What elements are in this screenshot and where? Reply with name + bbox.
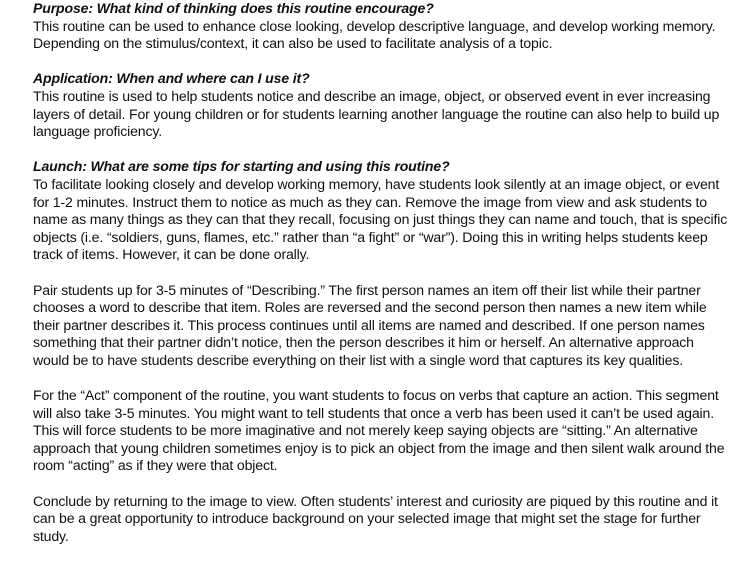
section-heading: Launch: What are some tips for starting and using this routine? xyxy=(33,158,450,175)
section-paragraph: This routine is used to help students notice and describe an image, object, or observed event in ever increasing layers of detail. For young children or for students learning another language the routine can also help to build up language proficiency. xyxy=(33,87,720,140)
section-application xyxy=(33,70,733,140)
section-paragraph: To facilitate looking closely and develop working memory, have students look silently at an image object, or event for 1-2 minutes. Instruct them to notice as much as they can. Remove the image from view and ask students to name as many things as they can that they recall, focusing on just things they can name and touch, that is specific objects (i.e. “soldiers, guns, flames, etc.” rather than “a fight” or “war”). Doing this in writing helps students keep track of items. However, it can be done orally. xyxy=(33,175,728,263)
document-page xyxy=(33,0,733,563)
section-launch xyxy=(33,158,733,545)
section-purpose xyxy=(33,0,733,53)
section-heading: Purpose: What kind of thinking does this routine encourage? xyxy=(33,0,434,16)
section-paragraph: This routine can be used to enhance close looking, develop descriptive language, and develop working memory. Depending on the stimulus/context, it can also be used to facilitate analysis of a topic. xyxy=(33,17,716,52)
section-paragraph: Pair students up for 3-5 minutes of “Describing.” The first person names an item off their list while their partner chooses a word to describe that item. Roles are reversed and the second person then names a new item while their partner describes it. This process continues until all items are named and described. If one person names something that their partner didn’t notice, then the person describes it him or herself. An alternative approach would be to have students describe everything on their list with a single word that captures its key qualities. xyxy=(33,281,707,368)
section-paragraph: Conclude by returning to the image to view. Often students’ interest and curiosity are piqued by this routine and it can be a great opportunity to introduce background on your selected image that might set the stage for further study. xyxy=(33,492,718,544)
section-heading: Application: When and where can I use it? xyxy=(33,70,310,87)
section-paragraph: For the “Act” component of the routine, you want students to focus on verbs that capture an action. This segment will also take 3-5 minutes. You might want to tell students that once a verb has been used it can’t be used again. This will force students to be more imaginative and not merely keep saying objects are “sitting.” An alternative approach that young children sometimes enjoy is to pick an object from the image and then silent walk around the room “acting” as if they were that object. xyxy=(33,387,725,474)
